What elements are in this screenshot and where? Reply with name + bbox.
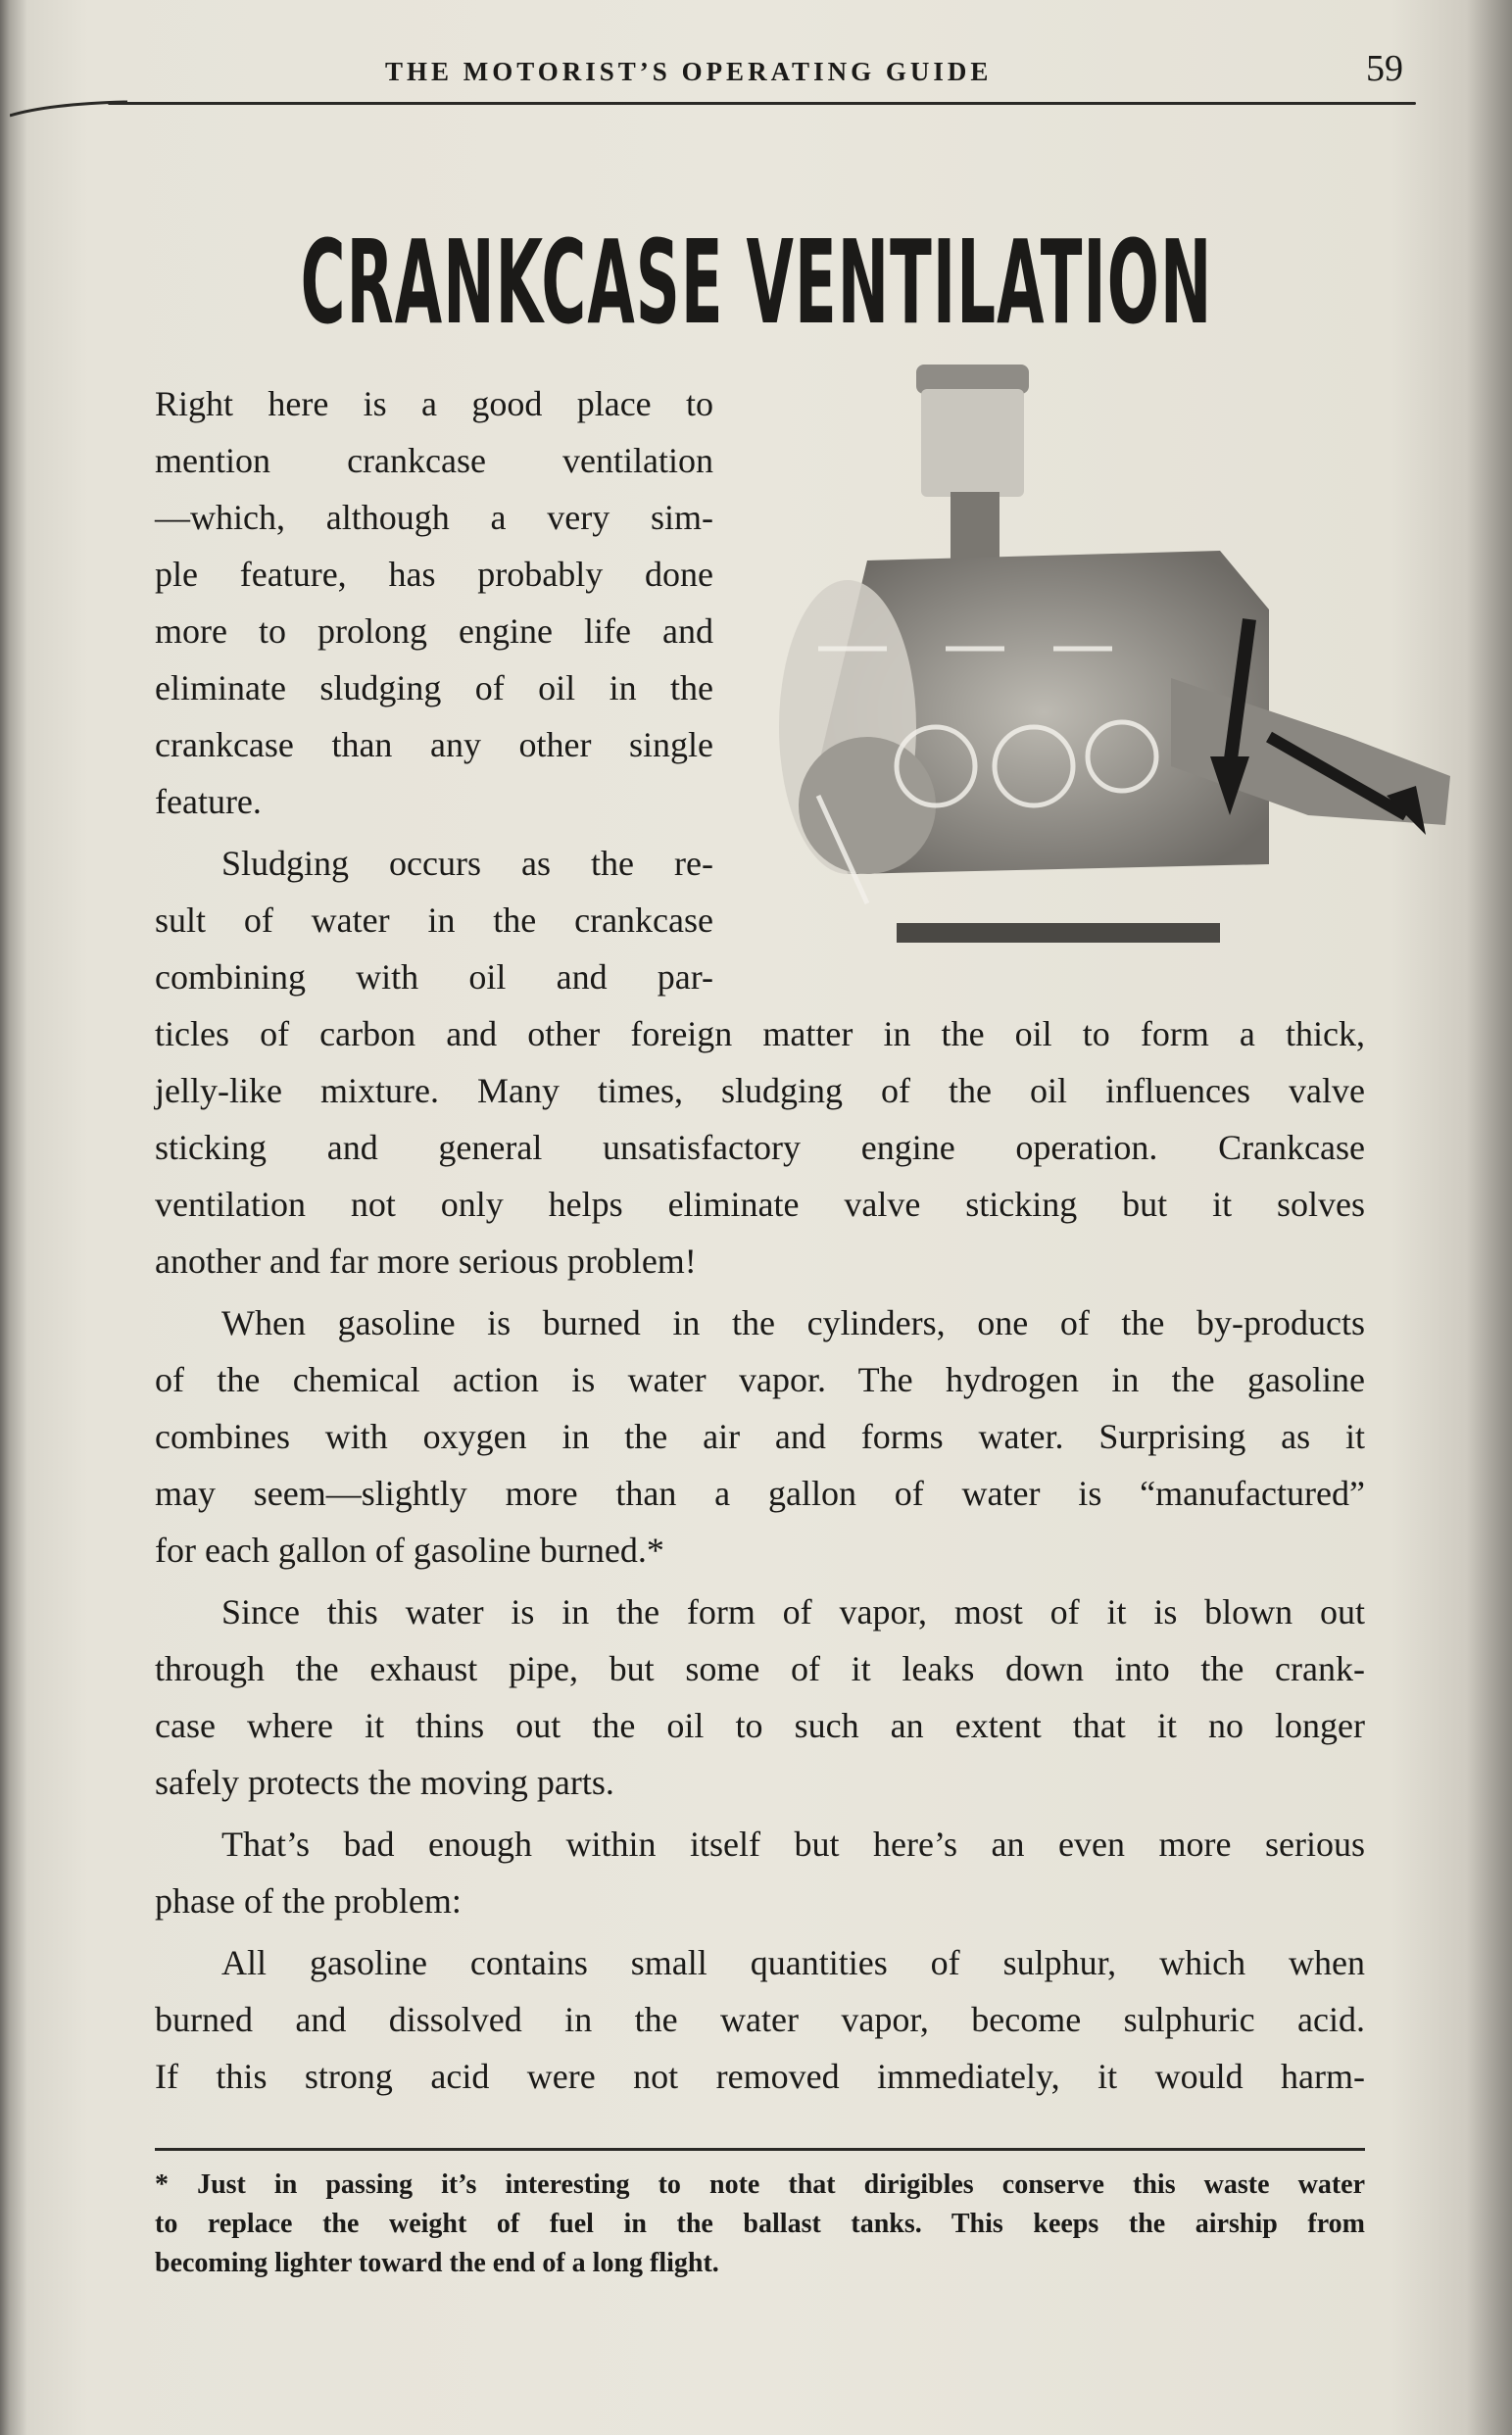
text-line: through the exhaust pipe, but some of it leaks down into the crank- <box>155 1649 1365 1688</box>
text-line: Since this water is in the form of vapor, most of it is blown out <box>221 1592 1365 1631</box>
text-line: sticking and general unsatisfactory engine operation. Crankcase <box>155 1128 1365 1167</box>
text-line: ventilation not only helps eliminate valve sticking but it solves <box>155 1185 1365 1224</box>
text-line: When gasoline is burned in the cylinders, one of the by-products <box>221 1303 1365 1342</box>
text-line: mention crankcase ventilation <box>155 441 713 480</box>
header-rule-flourish <box>10 98 127 118</box>
text-line: jelly-like mixture. Many times, sludging of the oil influences valve <box>155 1071 1365 1110</box>
text-line: combining with oil and par- <box>155 957 713 997</box>
text-line: of the chemical action is water vapor. The hydrogen in the gasoline <box>155 1360 1365 1399</box>
text-line: All gasoline contains small quantities of sulphur, which when <box>221 1943 1365 1982</box>
text-line: more to prolong engine life and <box>155 611 713 651</box>
page-number: 59 <box>1366 48 1403 89</box>
footnote-line: * Just in passing it’s interesting to note that dirigibles conserve this waste water <box>155 2169 1365 2200</box>
text-line: combines with oxygen in the air and forms water. Surprising as it <box>155 1417 1365 1456</box>
paragraph-2 <box>155 835 1365 1290</box>
text-line: ple feature, has probably done <box>155 555 713 594</box>
text-line: another and far more serious problem! <box>155 1242 697 1281</box>
text-line: sult of water in the crankcase <box>155 901 713 940</box>
text-line: If this strong acid were not removed immediately, it would harm- <box>155 2057 1365 2096</box>
paragraph-3 <box>155 1294 1365 1579</box>
paragraph-6 <box>155 1934 1365 2105</box>
text-line: burned and dissolved in the water vapor, become sulphuric acid. <box>155 2000 1365 2039</box>
text-line: ticles of carbon and other foreign matter in the oil to form a thick, <box>155 1014 1365 1053</box>
text-line: for each gallon of gasoline burned.* <box>155 1531 664 1570</box>
header-rule <box>108 102 1416 105</box>
text-line: may seem—slightly more than a gallon of water is “manufactured” <box>155 1474 1365 1513</box>
footnote-line: to replace the weight of fuel in the ballast tanks. This keeps the airship from <box>155 2209 1365 2239</box>
text-line: —which, although a very sim- <box>155 498 713 537</box>
text-line: eliminate sludging of oil in the <box>155 668 713 707</box>
chapter-title: CRANKCASE VENTILATION <box>300 215 1213 350</box>
footnote <box>155 2166 1365 2283</box>
text-line: feature. <box>155 782 262 821</box>
text-line: Sludging occurs as the re- <box>221 844 713 883</box>
text-line: Right here is a good place to <box>155 384 713 423</box>
text-line: case where it thins out the oil to such an extent that it no longer <box>155 1706 1365 1745</box>
paragraph-5 <box>155 1816 1365 1929</box>
body-text <box>155 375 1365 2110</box>
text-line: phase of the problem: <box>155 1881 462 1921</box>
footnote-line: becoming lighter toward the end of a long flight. <box>155 2248 719 2278</box>
footnote-rule <box>155 2148 1365 2151</box>
paragraph-4 <box>155 1583 1365 1811</box>
text-line: That’s bad enough within itself but here’s an even more serious <box>221 1825 1365 1864</box>
running-title: THE MOTORIST’S OPERATING GUIDE <box>385 57 993 86</box>
paragraph-1 <box>155 375 1365 830</box>
text-line: safely protects the moving parts. <box>155 1763 614 1802</box>
text-line: crankcase than any other single <box>155 725 713 764</box>
